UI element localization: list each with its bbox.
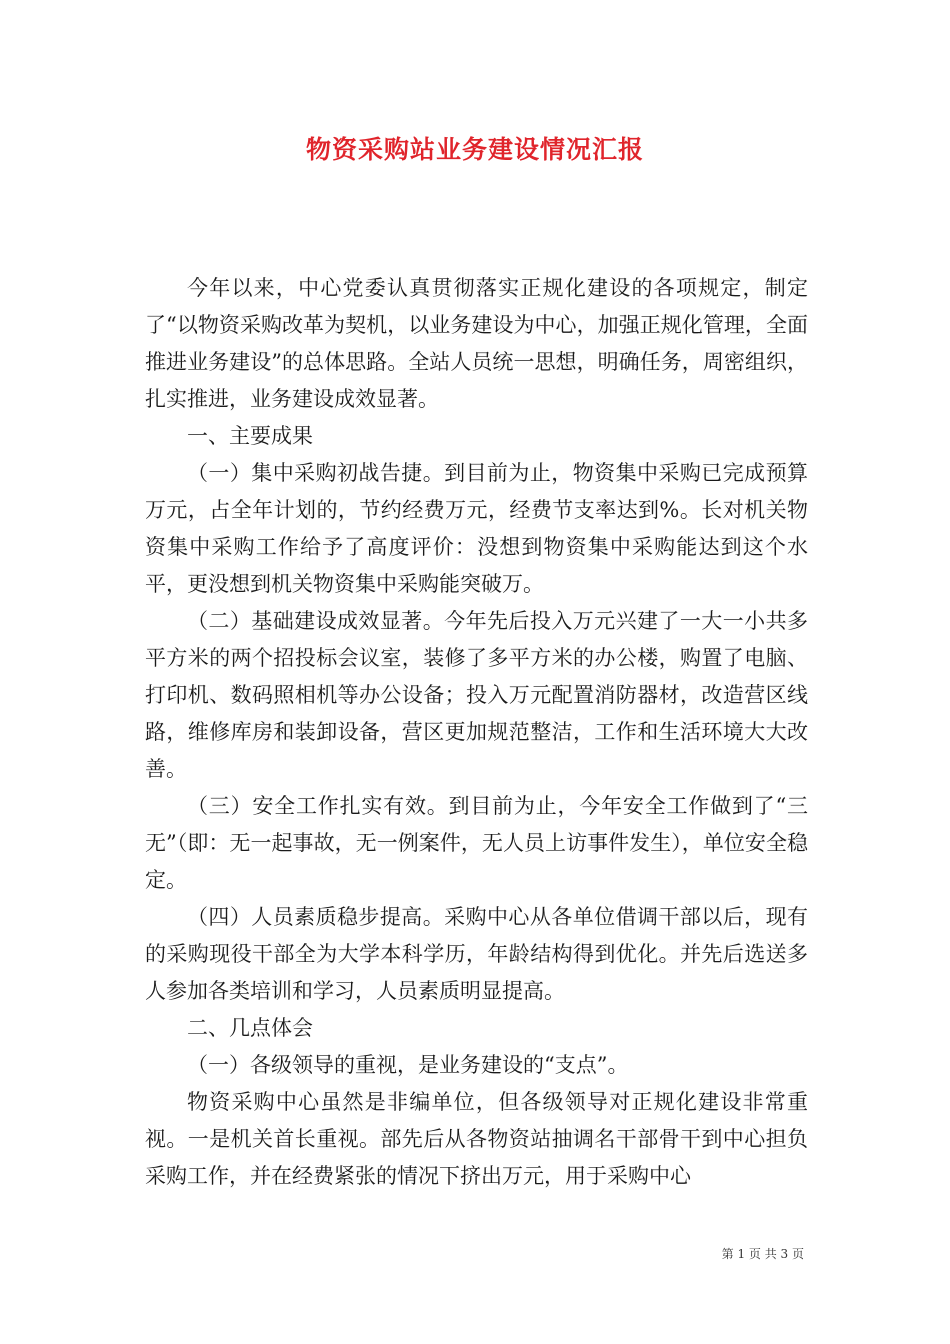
paragraph-result-2: （二）基础建设成效显著。今年先后投入万元兴建了一大一小共多平方米的两个招投标会议室，装修了多平方米的办公楼，购置了电脑、打印机、数码照相机等办公设备；投入万元配置消防器材，改造营区线路，维修库房和装卸设备，营区更加规范整洁，工作和生活环境大大改善。 — [145, 609, 808, 781]
page-number-footer: 第 1 页 共 3 页 — [721, 1247, 804, 1261]
section-heading-main-results: 一、主要成果 — [187, 424, 313, 448]
paragraph-result-4: （四）人员素质稳步提高。采购中心从各单位借调干部以后，现有的采购现役干部全为大学本科学历，年龄结构得到优化。并先后选送多人参加各类培训和学习，人员素质明显提高。 — [145, 905, 808, 1003]
section-heading-experience: 二、几点体会 — [187, 1016, 313, 1040]
paragraph-result-1: （一）集中采购初战告捷。到目前为止，物资集中采购已完成预算万元，占全年计划的，节约经费万元，经费节支率达到%。长对机关物资集中采购工作给予了高度评价：没想到物资集中采购能达到这个水平，更没想到机关物资集中采购能突破万。 — [145, 461, 808, 596]
paragraph-leadership: 物资采购中心虽然是非编单位，但各级领导对正规化建设非常重视。一是机关首长重视。部先后从各物资站抽调名干部骨干到中心担负采购工作，并在经费紧张的情况下挤出万元，用于采购中心 — [145, 1090, 808, 1188]
document-title: 物资采购站业务建设情况汇报 — [305, 135, 644, 164]
paragraph-intro: 今年以来，中心党委认真贯彻落实正规化建设的各项规定，制定了“以物资采购改革为契机，以业务建设为中心，加强正规化管理，全面推进业务建设”的总体思路。全站人员统一思想，明确任务，周密组织，扎实推进，业务建设成效显著。 — [145, 276, 808, 411]
document-body — [145, 270, 808, 1195]
subheading-leadership: （一）各级领导的重视，是业务建设的“支点”。 — [187, 1053, 629, 1077]
paragraph-result-3: （三）安全工作扎实有效。到目前为止，今年安全工作做到了“三无”（即：无一起事故，无一例案件，无人员上访事件发生），单位安全稳定。 — [145, 794, 808, 892]
